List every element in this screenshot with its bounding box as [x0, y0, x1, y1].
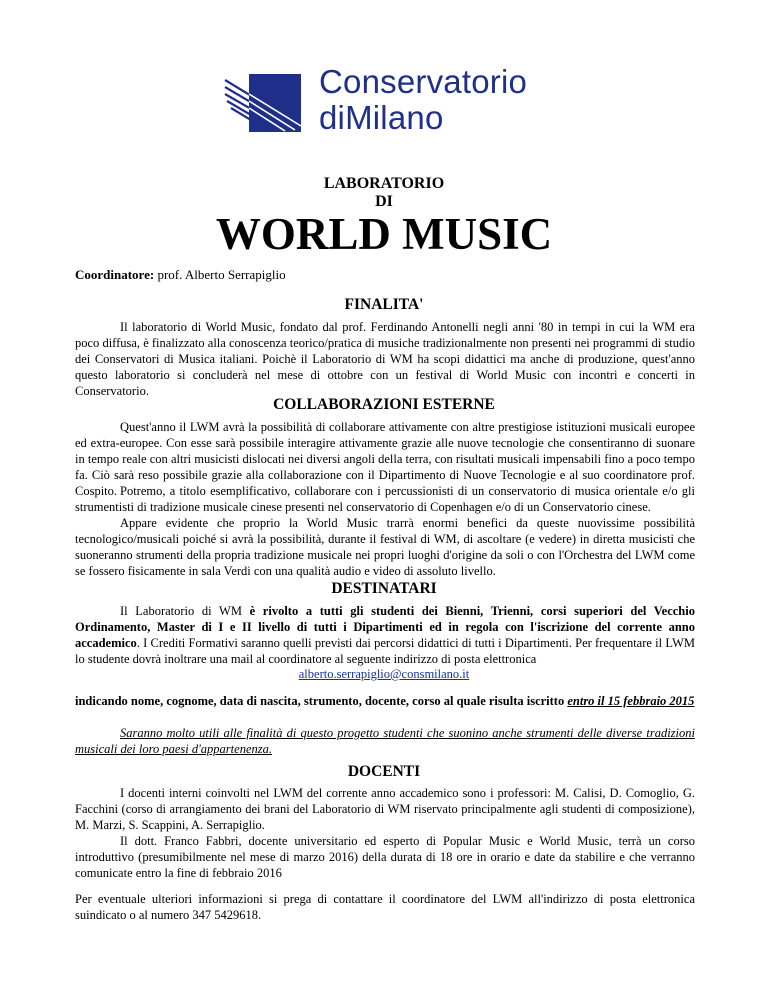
section-title-finalita: FINALITA' — [344, 296, 424, 313]
destinatari-lead: Il Laboratorio di WM — [120, 604, 250, 618]
collaborazioni-paragraph-2: Potremo, a titolo esemplificativo, collaborare con i percussionisti di un conservatorio di musica orientale e/o gli strumentisti di tradizione musicale cinese presenti nel conservatorio di Copenhagen e/o di un Conservatorio cinese. — [75, 484, 695, 514]
coordinator-line — [75, 267, 286, 283]
instructions-bold: indicando nome, cognome, data di nascita, strumento, docente, corso al quale risulta iscritto — [75, 694, 568, 708]
destinatari-instructions — [75, 693, 695, 709]
footer-contact: Per eventuale ulteriori informazioni si prega di contattare il coordinatore del LWM all'indirizzo di posta elettronica suindicato o al numero 347 5429618. — [75, 892, 695, 922]
section-title-docenti: DOCENTI — [347, 763, 421, 780]
section-title-collaborazioni: COLLABORAZIONI ESTERNE — [273, 396, 495, 413]
coordinator-name: prof. Alberto Serrapiglio — [154, 267, 286, 282]
coordinator-label: Coordinatore: — [75, 267, 155, 282]
destinatari-rest: . I Crediti Formativi saranno quelli previsti dai percorsi didattici di tutti i Dipartimenti. Per frequentare il LWM lo studente dovrà inoltrare una mail al coordinatore al seguente indirizzo di posta elettronica — [75, 636, 695, 666]
destinatari-paragraph — [75, 603, 695, 667]
page-title: WORLD MUSIC — [215, 209, 553, 259]
logo-mark-icon — [223, 70, 303, 134]
header-line1: LABORATORIO — [323, 175, 445, 192]
deadline: entro il 15 febbraio 2015 — [567, 694, 695, 708]
collaborazioni-paragraph-1: Quest'anno il LWM avrà la possibilità di collaborare attivamente con altre prestigiose istituzioni musicali europee ed extra-europee. Con esse sarà possibile interagire attivamente grazie alle nuove tecnologie che consentiranno di suonare in tempo reale con altri musicisti dislocati nei diversi angoli della terra, con risultati musicali impensabili fino a poco tempo fa. Ciò sarà reso possibile grazie alla collaborazione con il Dipartimento di Nuove Tecnologie e al suo coordinatore prof. Cospito. — [75, 420, 695, 498]
finalita-paragraph: Il laboratorio di World Music, fondato dal prof. Ferdinando Antonelli negli anni '80 in tempi in cui la WM era poco diffusa, è finalizzato alla conoscenza teorico/pratica di musiche tradizionalmente non presenti nei programmi di studio dei Conservatori di Musica italiani. Poichè il Laboratorio di WM ha scopi didattici ma anche di produzione, quest'anno questo laboratorio si concluderà nel mese di ottobre con un festival di World Music con incontri e concerti in Conservatorio. — [75, 320, 695, 398]
header-line2: DI — [375, 193, 393, 210]
coordinator-email-link[interactable]: alberto.serrapiglio@consmilano.it — [298, 667, 470, 681]
collaborazioni-paragraph-3: Appare evidente che proprio la World Music trarrà enormi benefici da queste nuovissime possibilità tecnologico/musicali poiché si avrà la possibilità, durante il festival di WM, di ascoltare (e vedere) in diretta musicisti che suoneranno strumenti della propria tradizione musicale nei propri luoghi d'origine da soli o con l'Orchestra del LWM come se fossero fisicamente in sala Verdi con una qualità audio e video di assoluto livello. — [75, 516, 695, 578]
logo-line1: Conservatorio — [319, 63, 528, 100]
destinatari-note: Saranno molto utili alle finalità di questo progetto studenti che suonino anche strumenti delle diverse tradizioni musicali dei loro paesi d'appartenenza. — [75, 726, 695, 756]
section-title-destinatari: DESTINATARI — [331, 580, 437, 597]
docenti-paragraph-1: I docenti interni coinvolti nel LWM del corrente anno accademico sono i professori: M. Calisi, D. Comoglio, G. Facchini (corso di arrangiamento dei brani del Laboratorio di WM riservato principalmente agli studenti di composizione), M. Marzi, S. Scappini, A. Serrapiglio. — [75, 786, 695, 832]
logo-line2: diMilano — [319, 99, 444, 136]
email-line — [0, 667, 768, 682]
conservatorio-logo — [223, 64, 553, 144]
logo-wordmark — [319, 64, 527, 136]
destinatari-bold: è rivolto a tutti gli studenti dei Bienni, Trienni, corsi superiori del Vecchio Ordinamento, Master di I e II livello di tutti i Dipartimenti ed in regola con l'iscrizione del corrente anno accademico — [75, 604, 695, 650]
docenti-paragraph-2: Il dott. Franco Fabbri, docente universitario ed esperto di Popular Music e World Music, terrà un corso introduttivo (presumibilmente nel mese di marzo 2016) della durata di 18 ore in orario e date da stabilire e che verranno comunicate entro la fine di febbraio 2016 — [75, 834, 695, 880]
